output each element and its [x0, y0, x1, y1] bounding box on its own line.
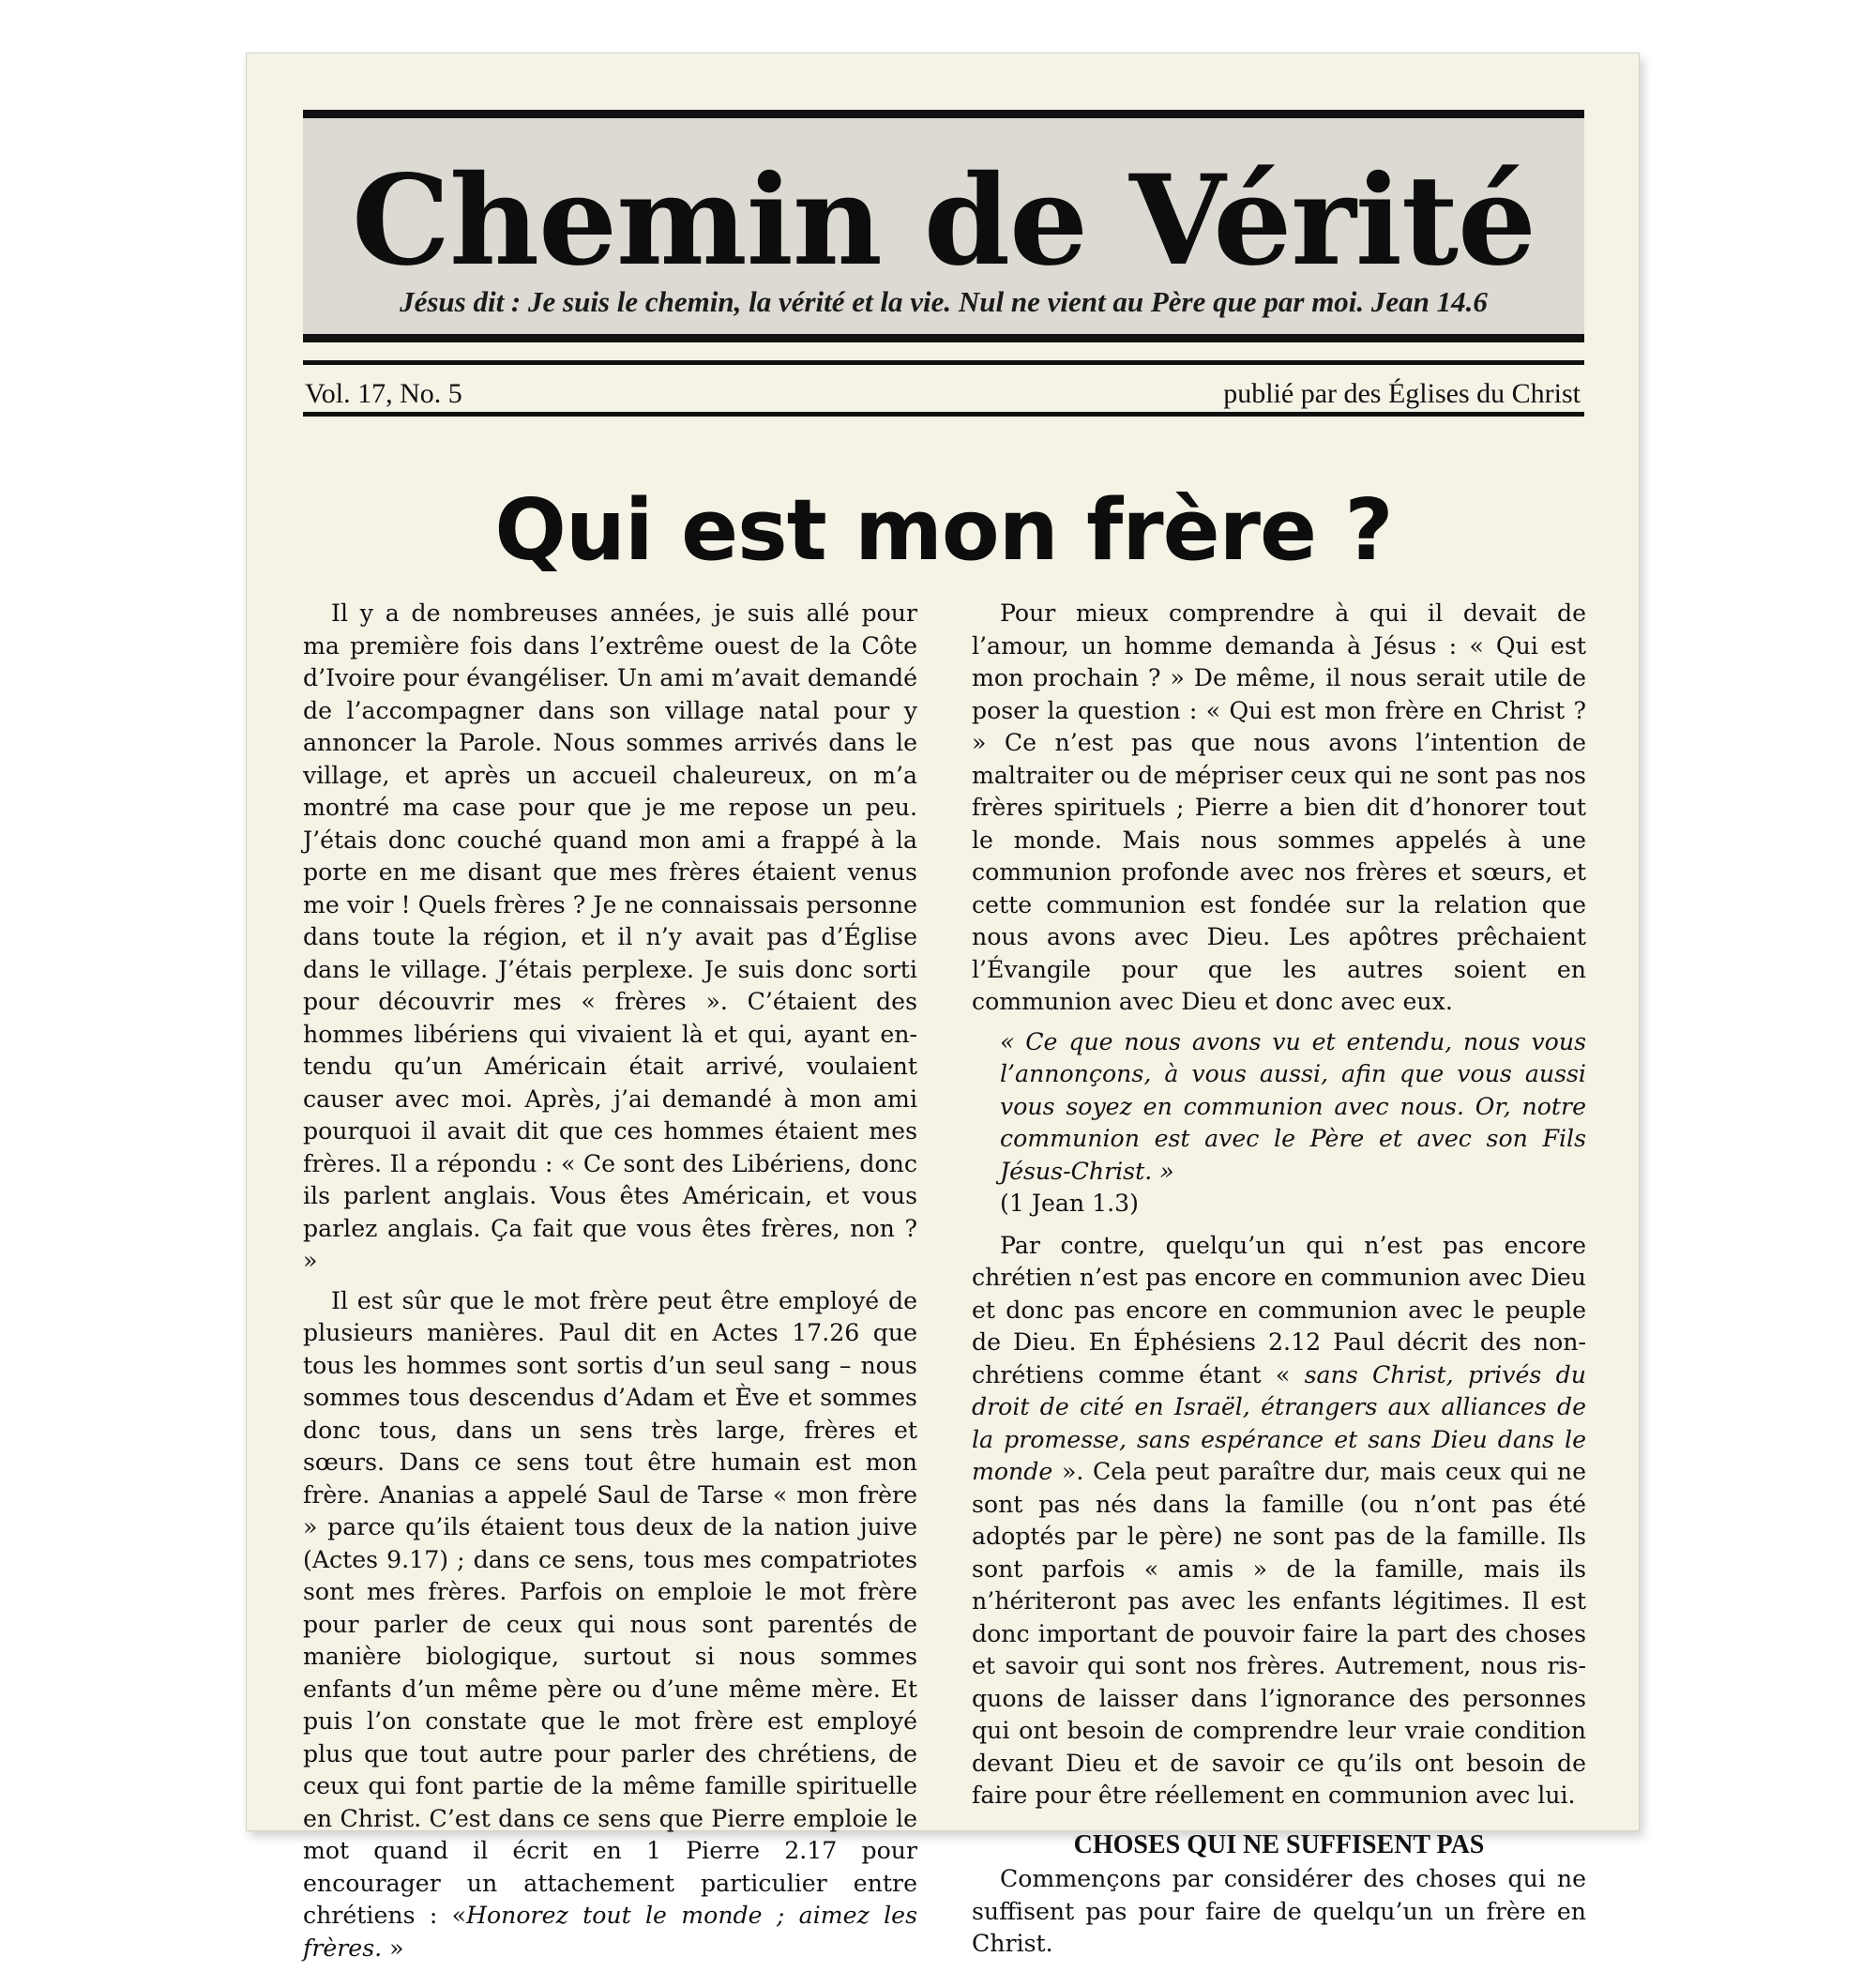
masthead-motto: Jésus dit : Je suis le chemin, la vérité et la vie. Nul ne vient au Père que par moi. Jean 14.6: [400, 285, 1488, 318]
scripture-quote: Honorez tout le monde ; aimez les frères.: [303, 1902, 918, 1962]
paragraph: Commençons par considérer des choses qui ne suffisent pas pour faire de quelqu’un un frère en Christ.: [972, 1865, 1586, 1957]
paragraph: [303, 1285, 917, 1965]
masthead: [303, 110, 1584, 342]
paragraph-text: »: [382, 1934, 404, 1962]
paragraph-text: ». Cela peut paraître dur, mais ceux qui ne sont pas nés dans la famille (ou n’ont pas été adoptés par le père) ne sont pas de la famille. Ils sont parfois « amis » de la famille, mais ils n’hériteront pas avec les enfants légitimes. Il est donc important de pouvoir faire la part des choses et savoir qui sont nos frères. Autrement, nous risquons de laisser dans l’ignorance des personnes qui ont besoin de comprendre leur vraie condition devant Dieu et de savoir ce qu’ils ont besoin de faire pour être réellement en communion avec lui.: [972, 1458, 1586, 1809]
volume-number: Vol. 17, No. 5: [305, 378, 462, 409]
divider-top: [303, 360, 1584, 365]
quote-text: « Ce que nous avons vu et entendu, nous vous l’annonçons, à vous aussi, afin que vous aussi vous soyez en communion avec nous. Or, notre communion est avec le Père et avec son Fils Jésus-Christ. »: [1000, 1027, 1586, 1185]
section-subheading: CHOSES QUI NE SUFFISENT PAS: [1073, 1829, 1485, 1859]
article-headline: Qui est mon frère ?: [494, 481, 1393, 580]
paragraph: Il y a de nombreuses années, je suis allé pour ma première fois dans l’extrême ouest de la Côte d’Ivoire pour évangéliser. Un ami m’avait demandé de l’accompagner dans son village natal pour y annoncer la Parole. Nous sommes arrivés dans le village, et après un accueil chaleureux, on m’a montré ma case pour que je me repose un peu. J’étais donc couché quand mon ami a frappé à la porte en me disant que mes frères étaient venus me voir ! Quels frères ? Je ne connaissais personne dans toute la région, et il n’y avait pas d’Église dans le village. J’étais perplexe. Je suis donc sorti pour découvrir mes « frères ». C’étaient des hommes libériens qui vivaient là et qui, ayant entendu qu’un Américain était arrivé, voulaient causer avec moi. Après, j’ai demandé à mon ami pourquoi il avait dit que ces hommes étaient mes frères. Il a répondu : « Ce sont des Libériens, donc ils parlent anglais. Vous êtes Américain, et vous parlez anglais. Ça fait que vous êtes frères, non ? »: [303, 599, 917, 1274]
issue-info-bar: [303, 369, 1584, 425]
paragraph-text: Il est sûr que le mot frère peut être employé de plusieurs manières. Paul dit en Actes 17.26 que tous les hommes sont sortis d’un seul sang – nous sommes tous descendus d’Adam et Ève et sommes donc tous, dans un sens très large, frères et sœurs. Dans ce sens tout être humain est mon frère. Ananias a appelé Saul de Tarse « mon frère » parce qu’ils étaient tous deux de la nation juive (Actes 9.17) ; dans ce sens, tous mes compatriotes sont mes frères. Parfois on emploie le mot frère pour parler de ceux qui nous sont parentés de manière biologique, surtout si nous sommes enfants d’un même père ou d’une même mère. Et puis l’on constate que le mot frère est employé plus que tout autre pour parler des chrétiens, de ceux qui font partie de la même famille spirituelle en Christ. C’est dans ce sens que Pierre emploie le mot quand il écrit en 1 Pierre 2.17 pour encourager un attachement particulier entre chrétiens : «: [303, 1286, 917, 1929]
newsletter-page: [246, 53, 1640, 1962]
paragraph: Pour mieux comprendre à qui il devait de l’amour, un homme demanda à Jésus : « Qui est mon prochain ? » De même, il nous serait utile de poser la question : « Qui est mon frère en Christ ? » Ce n’est pas que nous avons l’intention de maltraiter ou de mépriser ceux qui ne sont pas nos frères spirituels ; Pierre a bien dit d’honorer tout le monde. Mais nous sommes appelés à une communion profonde avec nos frères et sœurs, et cette communion est fondée sur la relation que nous avons avec Dieu. Les apôtres prêchaient l’Évangile pour que les autres soient en communion avec Dieu et donc avec eux.: [972, 599, 1586, 1015]
article-column-left: [303, 598, 917, 1972]
divider-bottom: [303, 412, 1584, 417]
scripture-quote: sans Christ, privés du droit de cité en Israël, étrangers aux alliances de la promesse, sans espérance et sans Dieu dans le monde: [972, 1360, 1586, 1485]
paragraph-text: Par contre, quelqu’un qui n’est pas encore chrétien n’est pas encore en communion avec Dieu et donc pas encore en communion avec le peuple de Dieu. En Éphésiens 2.12 Paul décrit des non-chrétiens comme étant «: [972, 1231, 1586, 1388]
publisher-line: publié par des Églises du Christ: [1223, 378, 1581, 409]
article-column-right: [972, 598, 1586, 1968]
block-quote: [1000, 1026, 1586, 1221]
newsletter-title: Chemin de Vérité: [352, 148, 1536, 294]
quote-reference: (1 Jean 1.3): [1000, 1190, 1139, 1217]
paragraph: [972, 1230, 1586, 1813]
